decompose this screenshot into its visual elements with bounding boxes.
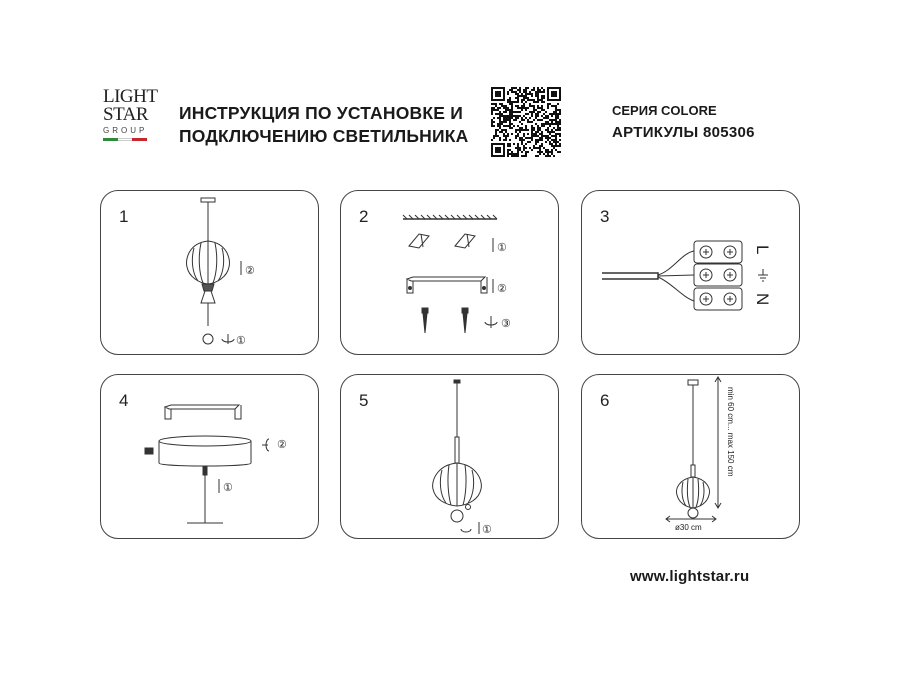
wire-n-label: N <box>753 293 772 306</box>
brand-line3: GROUP <box>103 126 148 135</box>
step-number: 5 <box>359 391 369 410</box>
step-number: 6 <box>600 391 610 410</box>
step-3-panel <box>581 190 800 355</box>
step-4-illustration <box>101 375 320 540</box>
article-label: АРТИКУЛЫ 805306 <box>612 124 755 141</box>
ground-icon <box>758 269 768 281</box>
step-4-label-a: ② <box>277 439 287 451</box>
step-number: 3 <box>600 207 610 226</box>
step-number: 4 <box>119 391 129 410</box>
pendant-lamp-icon <box>187 241 230 284</box>
screw-icon <box>462 308 468 333</box>
dowel-icon <box>409 234 429 248</box>
bulb-icon <box>688 508 698 518</box>
brand-logo <box>103 88 159 158</box>
bulb-icon <box>451 510 463 522</box>
step-4-panel <box>100 374 319 539</box>
step-2-label-c: ③ <box>501 318 511 330</box>
diameter-label: ø30 cm <box>675 523 702 532</box>
mounting-bracket-icon <box>165 405 241 419</box>
rotate-icon <box>461 529 471 532</box>
step-number: 1 <box>119 207 129 226</box>
step-2-label-a: ① <box>497 242 507 254</box>
mounting-bracket-icon <box>407 277 487 293</box>
canopy-icon <box>159 436 251 466</box>
brand-line1: LIGHT <box>103 86 158 107</box>
title-line1: ИНСТРУКЦИЯ ПО УСТАНОВКЕ И <box>179 103 463 123</box>
qr-code-icon <box>491 87 561 157</box>
pendant-lamp-icon <box>433 463 482 506</box>
step-number: 2 <box>359 207 369 226</box>
step-1-illustration <box>101 191 320 356</box>
step-2-label-b: ② <box>497 283 507 295</box>
pendant-lamp-icon <box>677 477 710 508</box>
series-label: СЕРИЯ COLORE <box>612 103 717 118</box>
title-line2: ПОДКЛЮЧЕНИЮ СВЕТИЛЬНИКА <box>179 126 469 146</box>
step-5-label-a: ① <box>482 524 492 536</box>
step-4-label-b: ① <box>223 482 233 494</box>
website-link[interactable]: www.lightstar.ru <box>630 568 750 585</box>
step-5-panel <box>340 374 559 539</box>
step-6-panel <box>581 374 800 539</box>
dowel-icon <box>455 234 475 248</box>
flag-icon <box>103 138 147 141</box>
terminal-block-icon <box>694 241 742 310</box>
step-5-illustration <box>341 375 560 540</box>
screw-icon <box>422 308 428 333</box>
wire-l-label: L <box>753 245 772 255</box>
bulb-icon <box>203 334 213 344</box>
step-6-illustration <box>582 375 801 540</box>
document-title <box>179 102 489 148</box>
brand-line2: STAR <box>103 104 149 125</box>
step-2-panel <box>340 190 559 355</box>
step-2-illustration <box>341 191 560 356</box>
height-range-label: min 60 cm... max 150 cm <box>726 387 735 477</box>
step-1-label-a: ② <box>245 265 255 277</box>
step-3-illustration <box>582 191 801 356</box>
step-1-panel <box>100 190 319 355</box>
step-1-label-b: ① <box>236 335 246 347</box>
